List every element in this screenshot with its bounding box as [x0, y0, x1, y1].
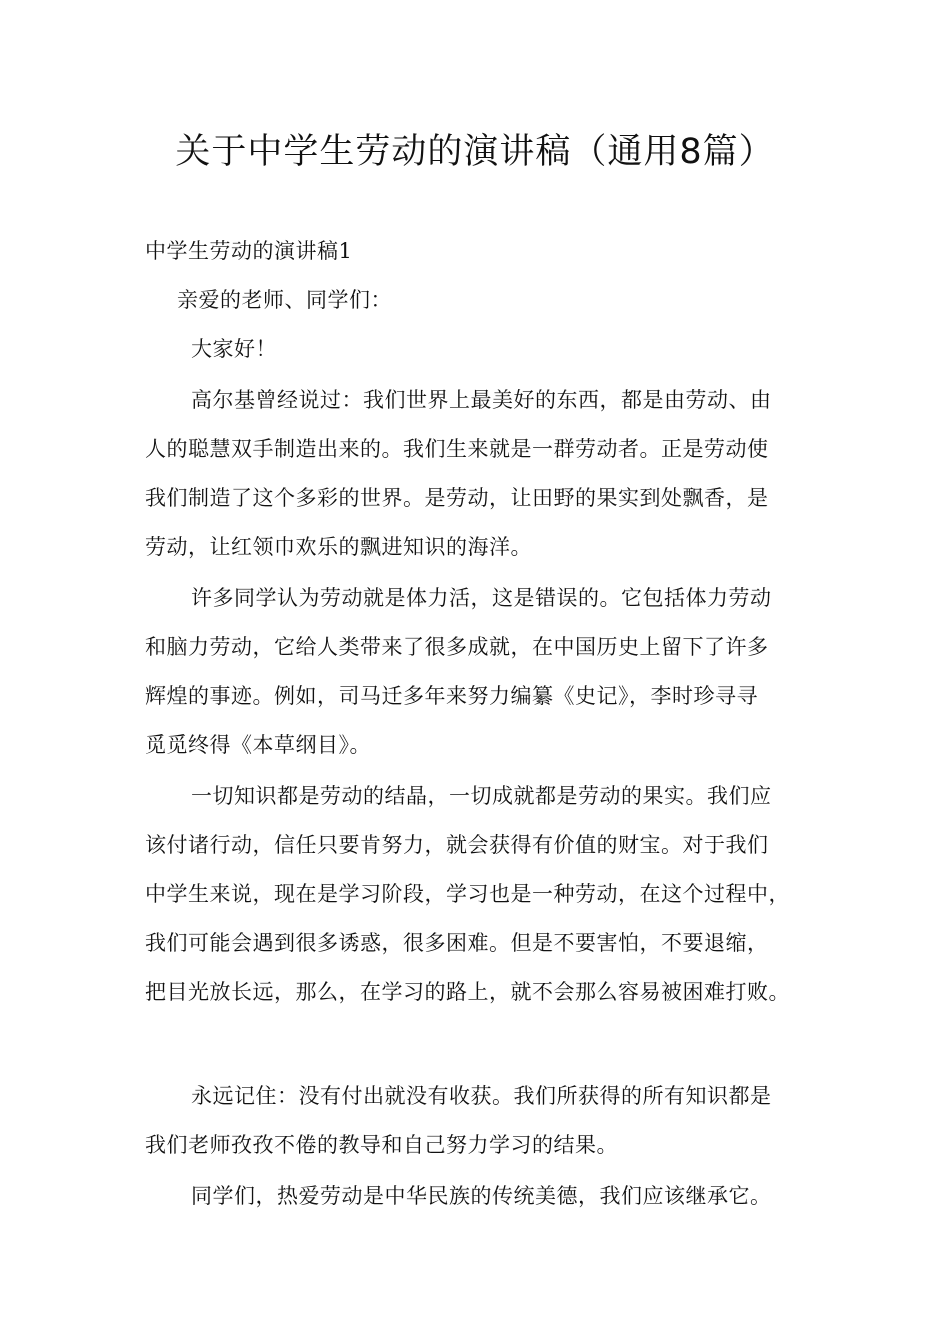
- paragraph-line: 劳动，让红领巾欢乐的飘进知识的海洋。: [145, 535, 532, 559]
- paragraph-line: 我们老师孜孜不倦的教导和自己努力学习的结果。: [145, 1133, 618, 1157]
- paragraph-3: [145, 772, 825, 1017]
- paragraph-line: 一切知识都是劳动的结晶，一切成就都是劳动的果实。我们应: [191, 784, 772, 808]
- paragraph-line: 我们可能会遇到很多诱惑，很多困难。但是不要害怕，不要退缩，: [145, 931, 769, 955]
- paragraph-line: 该付诸行动，信任只要肯努力，就会获得有价值的财宝。对于我们: [145, 833, 769, 857]
- section-heading: 中学生劳动的演讲稿1: [145, 239, 353, 263]
- paragraph-2: [145, 574, 825, 770]
- paragraph-line: 和脑力劳动，它给人类带来了很多成就，在中国历史上留下了许多: [145, 635, 769, 659]
- salutation: 亲爱的老师、同学们：: [177, 288, 392, 312]
- paragraph-line: 中学生来说，现在是学习阶段，学习也是一种劳动，在这个过程中，: [145, 882, 790, 906]
- paragraph-line: 把目光放长远，那么，在学习的路上，就不会那么容易被困难打败。: [145, 980, 790, 1004]
- paragraph-1: [145, 376, 825, 572]
- paragraph-line: 同学们，热爱劳动是中华民族的传统美德，我们应该继承它。: [191, 1184, 772, 1208]
- paragraph-line: 许多同学认为劳动就是体力活，这是错误的。它包括体力劳动: [191, 586, 772, 610]
- paragraph-4: [145, 1072, 825, 1170]
- paragraph-line: 人的聪慧双手制造出来的。我们生来就是一群劳动者。正是劳动使: [145, 437, 769, 461]
- paragraph-line: 高尔基曾经说过：我们世界上最美好的东西，都是由劳动、由: [191, 388, 772, 412]
- paragraph-line: 永远记住：没有付出就没有收获。我们所获得的所有知识都是: [191, 1084, 772, 1108]
- paragraph-line: 觅觅终得《本草纲目》。: [145, 733, 371, 757]
- paragraph-5: [145, 1172, 825, 1221]
- document-title: 关于中学生劳动的演讲稿（通用8篇）: [175, 132, 775, 172]
- paragraph-line: 辉煌的事迹。例如，司马迁多年来努力编纂《史记》，李时珍寻寻: [145, 684, 758, 708]
- paragraph-line: 我们制造了这个多彩的世界。是劳动，让田野的果实到处飘香，是: [145, 486, 769, 510]
- greeting: 大家好！: [191, 337, 277, 361]
